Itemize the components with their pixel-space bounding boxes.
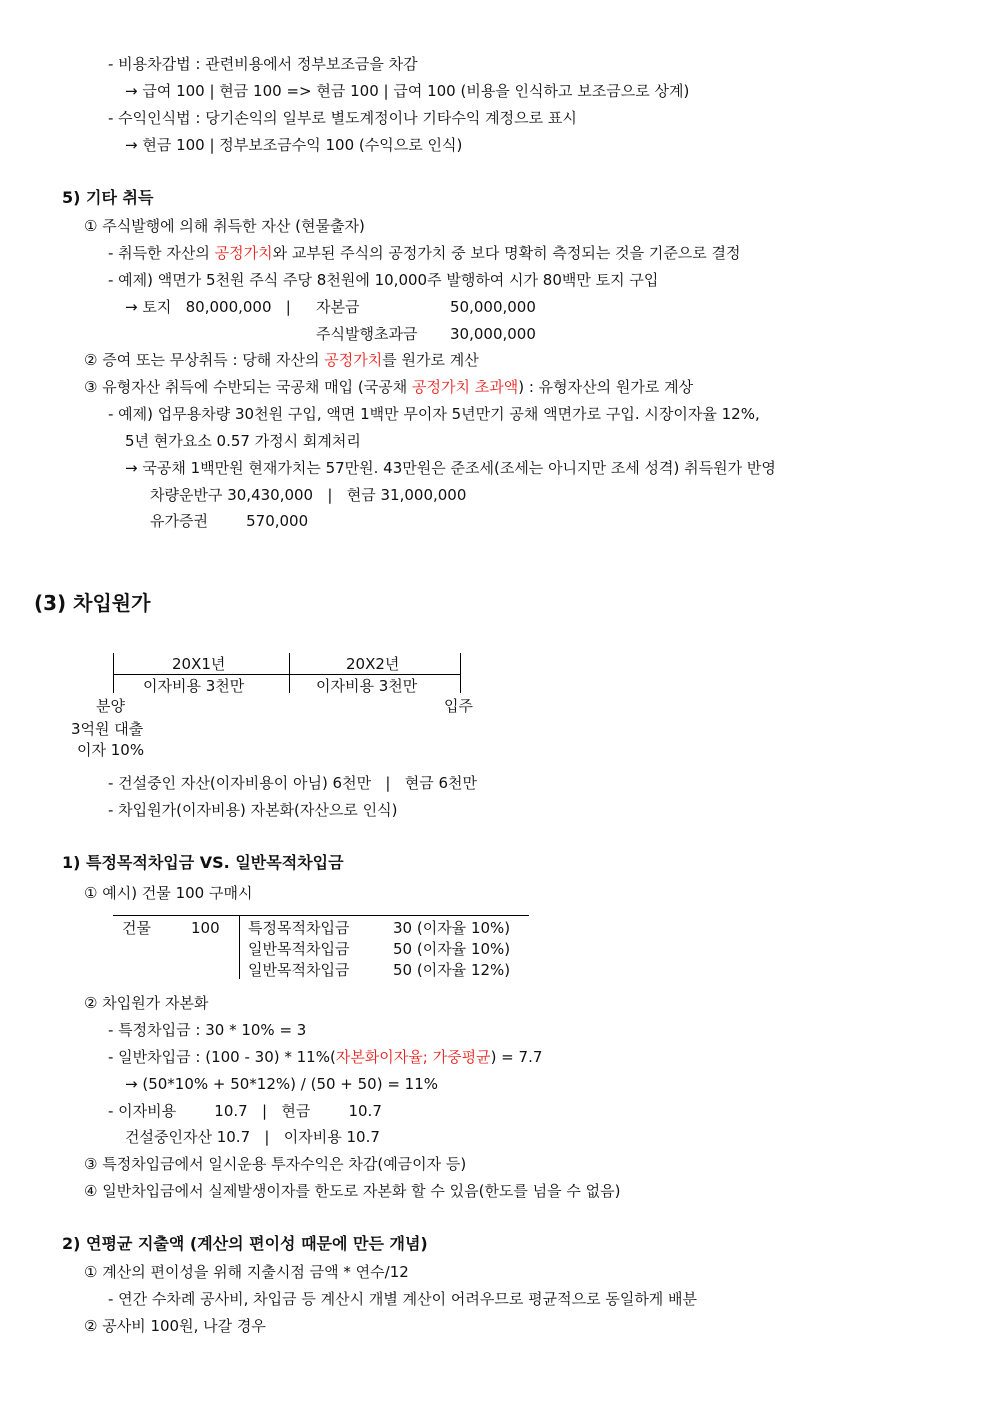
journal-capital: 자본금 [316, 298, 360, 316]
construction-cost-item: ② 공사비 100원, 나갈 경우 [84, 1317, 266, 1335]
t-account-asset-amount: 100 [191, 919, 220, 937]
t-account-row-value: 30 (이자율 10%) [393, 919, 511, 937]
general-borrowing-calc: - 일반차입금 : (100 - 30) * 11%(자본화이자율; 가중평균) = 7.7 [108, 1048, 543, 1066]
capitalization-note: - 차입원가(이자비용) 자본화(자산으로 인식) [108, 801, 398, 819]
timeline-rate: 이자 10% [77, 741, 145, 759]
example-building: ① 예시) 건물 100 구매시 [84, 884, 253, 902]
timeline-start-tick [113, 653, 114, 693]
section-3-title: (3) 차입원가 [34, 591, 151, 615]
bond-example-line2: 5년 현가요소 0.57 가정시 회계처리 [125, 432, 361, 450]
journal-share-premium: 주식발행초과금 [316, 325, 418, 343]
item-share-issue-basis: - 취득한 자산의 공정가치와 교부된 주식의 공정가치 중 보다 명확히 측정되는 것을 기준으로 결정 [108, 244, 741, 262]
t-account-row-value: 50 (이자율 10%) [393, 940, 511, 958]
timeline-year2: 20X2년 [346, 655, 400, 673]
timeline-end-label: 입주 [444, 697, 473, 715]
subsection-1-title: 1) 특정목적차입금 VS. 일반목적차입금 [62, 853, 344, 872]
subsection-2-title: 2) 연평균 지출액 (계산의 편이성 때문에 만든 개념) [62, 1234, 428, 1253]
construction-journal: - 건설중인 자산(이자비용이 아님) 6천만 | 현금 6천만 [108, 774, 478, 792]
weighted-rate-calc: → (50*10% + 50*12%) / (50 + 50) = 11% [125, 1075, 439, 1093]
timeline-start-label: 분양 [96, 697, 125, 715]
journal-share-premium-amount: 30,000,000 [450, 325, 536, 343]
general-borrowing-limit: ④ 일반차입금에서 실제발생이자를 한도로 자본화 할 수 있음(한도를 넘을 수 없음) [84, 1182, 621, 1200]
timeline-loan: 3억원 대출 [71, 720, 144, 738]
t-account-asset: 건물 [122, 919, 151, 937]
interest-journal-2: 건설중인자산 10.7 | 이자비용 10.7 [125, 1128, 380, 1146]
bond-example-line3: → 국공채 1백만원 현재가치는 57만원. 43만원은 준조세(조세는 아니지만 조세 성격) 취득원가 반영 [125, 459, 776, 477]
t-account-row-name: 특정목적차입금 [248, 919, 350, 937]
bond-journal-line2: 유가증권 570,000 [150, 512, 309, 530]
specific-investment-income: ③ 특정차입금에서 일시운용 투자수익은 차감(예금이자 등) [84, 1155, 467, 1173]
grant-cost-method: - 비용차감법 : 관련비용에서 정부보조금을 차감 [108, 55, 418, 73]
timeline-year1: 20X1년 [172, 655, 226, 673]
timeline-interest1: 이자비용 3천만 [143, 677, 245, 695]
t-account-top [113, 915, 529, 916]
item-bond-purchase: ③ 유형자산 취득에 수반되는 국공채 매입 (국공채 공정가치 초과액) : 유형자산의 원가로 계상 [84, 378, 694, 396]
section-5-title: 5) 기타 취득 [62, 188, 154, 207]
capitalization-item: ② 차입원가 자본화 [84, 994, 209, 1012]
item-share-issue: ① 주식발행에 의해 취득한 자산 (현물출자) [84, 217, 365, 235]
t-account-row-name: 일반목적차입금 [248, 940, 350, 958]
average-expenditure-note: - 연간 수차례 공사비, 차입금 등 계산시 개별 계산이 어려우므로 평균적으로 동일하게 배분 [108, 1290, 698, 1308]
item-donation: ② 증여 또는 무상취득 : 당해 자산의 공정가치를 원가로 계산 [84, 351, 479, 369]
grant-income-entry: → 현금 100 | 정부보조금수익 100 (수익으로 인식) [125, 136, 463, 154]
journal-land-debit: → 토지 80,000,000 | [125, 298, 291, 316]
interest-journal-1: - 이자비용 10.7 | 현금 10.7 [108, 1102, 382, 1120]
bond-journal-line1: 차량운반구 30,430,000 | 현금 31,000,000 [150, 486, 467, 504]
timeline-axis [113, 674, 461, 675]
t-account-row-name: 일반목적차입금 [248, 961, 350, 979]
t-account-divider [239, 915, 240, 979]
timeline-mid-tick [289, 653, 290, 693]
grant-income-method: - 수익인식법 : 당기손익의 일부로 별도계정이나 기타수익 계정으로 표시 [108, 109, 577, 127]
bond-example-line1: - 예제) 업무용차량 30천원 구입, 액면 1백만 무이자 5년만기 공채 액면가로 구입. 시장이자율 12%, [108, 405, 760, 423]
journal-capital-amount: 50,000,000 [450, 298, 536, 316]
timeline-interest2: 이자비용 3천만 [316, 677, 418, 695]
average-expenditure-item: ① 계산의 편이성을 위해 지출시점 금액 * 연수/12 [84, 1263, 409, 1281]
grant-cost-entry: → 급여 100 | 현금 100 => 현금 100 | 급여 100 (비용을 인식하고 보조금으로 상계) [125, 82, 690, 100]
specific-borrowing-calc: - 특정차입금 : 30 * 10% = 3 [108, 1021, 307, 1039]
item-share-issue-example: - 예제) 액면가 5천원 주식 주당 8천원에 10,000주 발행하여 시가 80백만 토지 구입 [108, 271, 659, 289]
t-account-row-value: 50 (이자율 12%) [393, 961, 511, 979]
timeline-end-tick [460, 653, 461, 693]
